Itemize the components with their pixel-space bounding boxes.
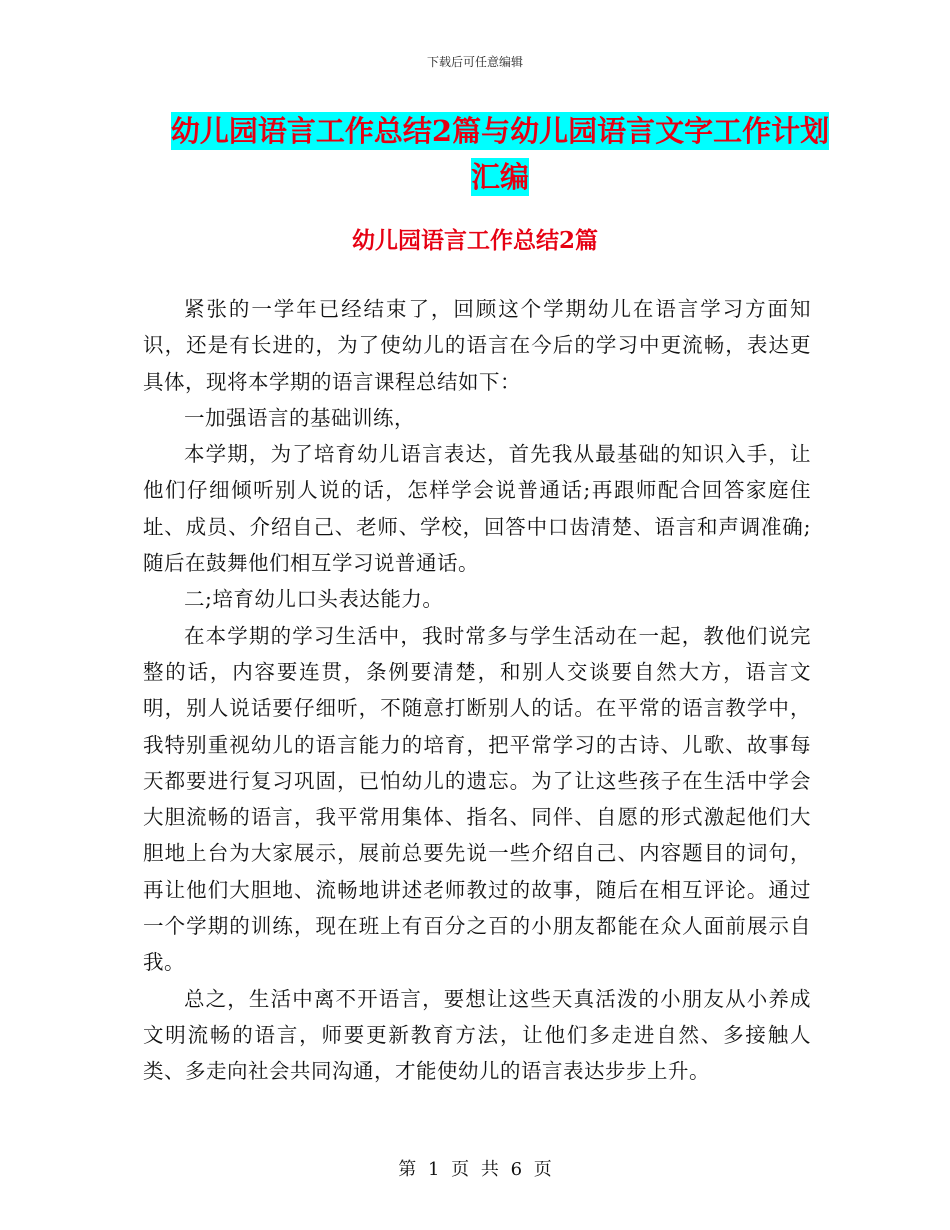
title-line-2: 汇编 <box>470 160 529 194</box>
paragraph: 紧张的一学年已经结束了，回顾这个学期幼儿在语言学习方面知识，还是有长进的，为了使幼儿的语言在今后的学习中更流畅，表达更具体，现将本学期的语言课程总结如下： <box>143 297 811 394</box>
page-footer: 第 1 页 共 6 页 <box>398 1159 552 1180</box>
section-title: 幼儿园语言工作总结2篇 <box>351 227 598 254</box>
paragraph: 本学期，为了培育幼儿语言表达，首先我从最基础的知识入手，让他们仔细倾听别人说的话，怎样学会说普通话;再跟师配合回答家庭住址、成员、介绍自己、老师、学校，回答中口齿清楚、语言和声调准确;随后在鼓舞他们相互学习说普通话。 <box>143 442 811 576</box>
paragraph: 二;培育幼儿口头表达能力。 <box>184 587 444 612</box>
body-content <box>143 291 811 1090</box>
paragraph: 一加强语言的基础训练， <box>184 405 415 430</box>
paragraph: 总之，生活中离不开语言，要想让这些天真活泼的小朋友从小养成文明流畅的语言，师要更新教育方法，让他们多走进自然、多接触人类、多走向社会共同沟通，才能使幼儿的语言表达步步上升。 <box>143 986 811 1084</box>
title-line-1: 幼儿园语言工作总结2篇与幼儿园语言文字工作计划 <box>170 114 830 148</box>
document-title <box>145 108 855 200</box>
header-note: 下载后可任意编辑 <box>426 55 523 69</box>
paragraph: 在本学期的学习生活中，我时常多与学生活动在一起，教他们说完整的话，内容要连贯，条例要清楚，和别人交谈要自然大方，语言文明，别人说话要仔细听，不随意打断别人的话。在平常的语言教学中，我特别重视幼儿的语言能力的培育，把平常学习的古诗、儿歌、故事每天都要进行复习巩固，已怕幼儿的遗忘。为了让这些孩子在生活中学会大胆流畅的语言，我平常用集体、指名、同伴、自愿的形式激起他们大胆地上台为大家展示，展前总要先说一些介绍自己、内容题目的词句，再让他们大胆地、流畅地讲述老师教过的故事，随后在相互评论。通过一个学期的训练，现在班上有百分之百的小朋友都能在众人面前展示自我。 <box>143 623 811 975</box>
